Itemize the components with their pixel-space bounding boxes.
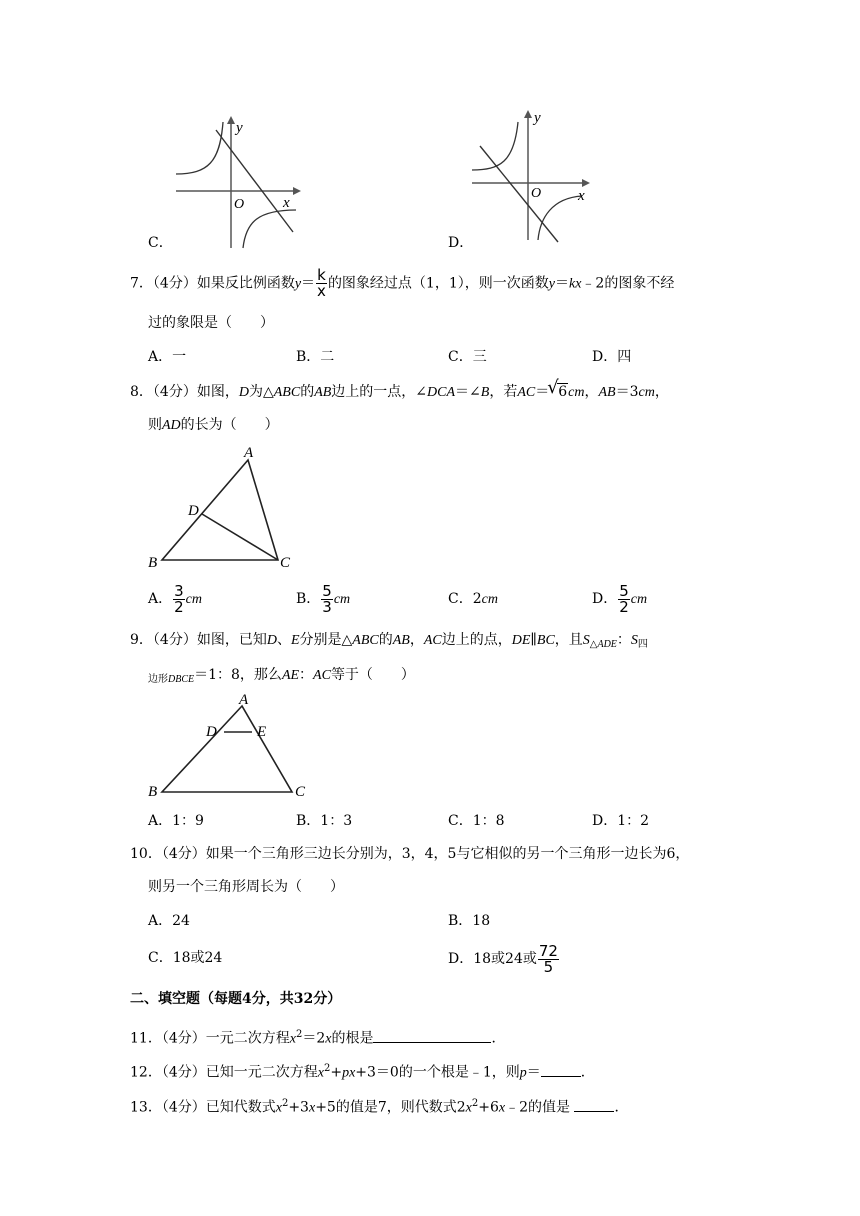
- q12-answer-blank[interactable]: [541, 1062, 581, 1077]
- sqrt-symbol: √ 6: [549, 383, 568, 401]
- graph-c-origin-label: O: [234, 197, 245, 212]
- graph-d-x-label: x: [578, 188, 585, 204]
- q9-label-a: A: [239, 692, 249, 708]
- section-heading: 二、填空题（每题4分，共32分）: [130, 991, 342, 1007]
- graph-option-c: [168, 112, 303, 252]
- q8-line1: 8．（4分）如图，D为△ABC的AB边上的一点，∠DCA＝∠B，若AC＝√ 6cm，AB＝3cm，: [130, 383, 669, 402]
- q7-fraction: $\frac{k}{x}$: [317, 266, 326, 300]
- q10-line1: 10．（4分）如果一个三角形三边长分别为，3，4，5与它相似的另一个三角形一边长为6，: [130, 846, 690, 862]
- q9-option-a[interactable]: A．1：9: [148, 813, 204, 829]
- q8-label-c: C: [280, 555, 291, 571]
- q9-line1: 9．（4分）如图，已知D、E分别是△ABC的AB，AC边上的点，DE∥BC，且$S_{\triangle ADE}$：$S_四$: [130, 632, 648, 650]
- q8-option-d[interactable]: D． $\frac{5}{2}$ cm: [592, 581, 648, 616]
- graph-c-y-label: y: [236, 120, 243, 136]
- q7-line1: 7．（4分）如果反比例函数y＝ $\frac{k}{x}$ 的图象经过点（1，1），则一次函数y＝kx﹣2的图象不经: [130, 266, 675, 300]
- q8-label-a: A: [244, 445, 254, 461]
- graph-option-d: [470, 108, 595, 248]
- q9-triangle-figure: [140, 692, 320, 804]
- q11-line: 11．（4分）一元二次方程$x^2=2x$的根是 ．: [130, 1029, 506, 1047]
- q13-line: 13．（4分）已知代数式$x^2+3x+5$的值是7，则代数式$2x^2+6x﹣2$的值是 ．: [130, 1098, 629, 1116]
- q12-line: 12．（4分）已知一元二次方程$x^2+px+3=0$的一个根是﹣1，则p＝ ．: [130, 1063, 595, 1081]
- q7-option-a[interactable]: A．一: [148, 349, 187, 365]
- q9-label-b: B: [148, 784, 158, 800]
- q8-label-b: B: [148, 555, 158, 571]
- q9-option-b[interactable]: B．1：3: [296, 813, 353, 829]
- q10-line2: 则另一个三角形周长为（ ）: [148, 879, 344, 895]
- q10-option-d[interactable]: D．18或24或 $\frac{72}{5}$: [448, 941, 558, 976]
- graph-d-origin-label: O: [531, 186, 542, 201]
- q10-option-b[interactable]: B．18: [448, 913, 491, 929]
- option-c-label: C．: [148, 235, 173, 251]
- graph-d-y-label: y: [534, 110, 541, 126]
- q9-label-d: D: [206, 724, 217, 740]
- q8-option-a[interactable]: A． $\frac{3}{2}$ cm: [148, 581, 202, 616]
- q8-label-d: D: [188, 503, 199, 519]
- q7-option-d[interactable]: D．四: [592, 349, 632, 365]
- option-d-label: D．: [448, 235, 474, 251]
- q9-label-c: C: [295, 784, 306, 800]
- graph-c-x-label: x: [283, 195, 290, 211]
- q9-option-d[interactable]: D．1：2: [592, 813, 650, 829]
- q9-label-e: E: [257, 724, 267, 740]
- q10-option-a[interactable]: A．24: [148, 913, 190, 929]
- q9-line2: $_{边形DBCE}$＝1：8，那么AE：AC等于（ ）: [148, 667, 415, 685]
- q7-option-b[interactable]: B．二: [296, 349, 335, 365]
- q8-option-b[interactable]: B． $\frac{5}{3}$ cm: [296, 581, 351, 616]
- q13-answer-blank[interactable]: [574, 1097, 614, 1112]
- q9-option-c[interactable]: C．1：8: [448, 813, 505, 829]
- q8-line2: 则AD的长为（ ）: [148, 417, 279, 433]
- q10-option-c[interactable]: C．18或24: [148, 950, 223, 966]
- q7-line2: 过的象限是（ ）: [148, 315, 274, 331]
- q8-option-c[interactable]: C．2cm: [448, 591, 498, 607]
- q7-option-c[interactable]: C．三: [448, 349, 487, 365]
- q8-triangle-figure: [140, 440, 300, 572]
- q11-answer-blank[interactable]: [373, 1028, 491, 1043]
